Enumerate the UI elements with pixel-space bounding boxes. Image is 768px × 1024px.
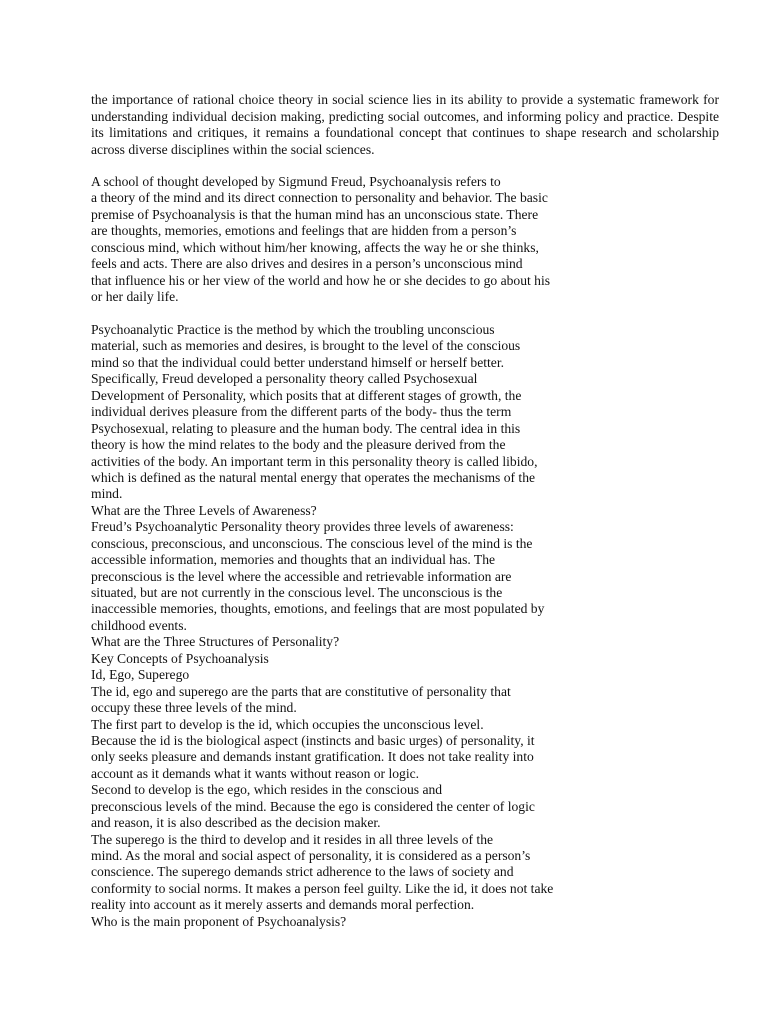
text-line: only seeks pleasure and demands instant gratification. It does not take reality into xyxy=(91,749,534,765)
text-line: childhood events. xyxy=(91,617,187,633)
text-line: mind. As the moral and social aspect of personality, it is considered as a person’s xyxy=(91,848,531,863)
text-line: Psychoanalytic Practice is the method by which the troubling unconscious xyxy=(91,322,495,337)
text-line: The first part to develop is the id, which occupies the unconscious level. xyxy=(91,716,484,732)
heading-id-ego-superego: Id, Ego, Superego xyxy=(91,667,190,683)
text-line: account as it demands what it wants without reason or logic. xyxy=(91,765,420,781)
text-line: or her daily life. xyxy=(91,289,179,305)
text-line: which is defined as the natural mental energy that operates the mechanisms of the xyxy=(91,469,536,485)
text-line: occupy these three levels of the mind. xyxy=(91,700,297,716)
text-line: mind so that the individual could better understand himself or herself better. xyxy=(91,354,504,370)
heading-three-levels: What are the Three Levels of Awareness? xyxy=(91,502,317,518)
heading-main-proponent: Who is the main proponent of Psychoanalysis? xyxy=(91,913,347,929)
intro-paragraph: the importance of rational choice theory in social science lies in its ability to provide a systematic framework for understanding individual decision making, predicting social outcomes, and informing policy and practice. Despite its limitations and critiques, it remains a foundational concept that continues to shape research and scholarship across diverse disciplines within the social sciences. xyxy=(91,92,719,157)
text-line: activities of the body. An important term in this personality theory is called libido, xyxy=(91,453,538,469)
text-line: premise of Psychoanalysis is that the human mind has an unconscious state. There xyxy=(91,206,539,222)
text-line: conscious mind, which without him/her knowing, affects the way he or she thinks, xyxy=(91,239,539,255)
text-line: Specifically, Freud developed a personality theory called Psychosexual xyxy=(91,371,478,387)
text-line: a theory of the mind and its direct connection to personality and behavior. The basic xyxy=(91,190,548,206)
text-line: Freud’s Psychoanalytic Personality theory provides three levels of awareness: xyxy=(91,519,514,535)
text-line: inaccessible memories, thoughts, emotions, and feelings that are most populated by xyxy=(91,601,545,617)
text-line: situated, but are not currently in the conscious level. The unconscious is the xyxy=(91,585,503,600)
text-line: Development of Personality, which posits that at different stages of growth, the xyxy=(91,387,522,403)
text-line: preconscious is the level where the accessible and retrievable information are xyxy=(91,568,512,584)
text-line: reality into account as it merely asserts and demands moral perfection. xyxy=(91,897,475,913)
text-line: are thoughts, memories, emotions and feelings that are hidden from a person’s xyxy=(91,223,517,239)
text-line: theory is how the mind relates to the body and the pleasure derived from the xyxy=(91,437,506,453)
text-line: and reason, it is also described as the decision maker. xyxy=(91,815,381,831)
freud-paragraph xyxy=(91,174,731,306)
text-line: A school of thought developed by Sigmund Freud, Psychoanalysis refers to xyxy=(91,174,501,189)
psychoanalytic-practice-section xyxy=(91,322,731,930)
text-line: individual derives pleasure from the different parts of the body- thus the term xyxy=(91,404,512,420)
text-line: that influence his or her view of the world and how he or she decides to go about his xyxy=(91,272,551,288)
text-line: Because the id is the biological aspect (instincts and basic urges) of personality, it xyxy=(91,732,535,748)
text-line: mind. xyxy=(91,486,123,502)
text-line: conscious, preconscious, and unconscious. The conscious level of the mind is the xyxy=(91,535,533,551)
text-line: Psychosexual, relating to pleasure and the human body. The central idea in this xyxy=(91,420,521,436)
heading-key-concepts: Key Concepts of Psychoanalysis xyxy=(91,650,269,666)
text-line: The id, ego and superego are the parts that are constitutive of personality that xyxy=(91,683,511,699)
heading-three-structures: What are the Three Structures of Personality? xyxy=(91,634,340,650)
text-line: conscience. The superego demands strict adherence to the laws of society and xyxy=(91,864,514,880)
text-line: feels and acts. There are also drives and desires in a person’s unconscious mind xyxy=(91,256,523,272)
text-line: conformity to social norms. It makes a person feel guilty. Like the id, it does not take xyxy=(91,880,554,896)
text-line: accessible information, memories and thoughts that an individual has. The xyxy=(91,552,496,568)
text-line: The superego is the third to develop and it resides in all three levels of the xyxy=(91,831,494,847)
text-line: Second to develop is the ego, which resides in the conscious and xyxy=(91,782,443,798)
text-line: material, such as memories and desires, is brought to the level of the conscious xyxy=(91,338,521,354)
text-line: preconscious levels of the mind. Because the ego is considered the center of logic xyxy=(91,798,535,814)
